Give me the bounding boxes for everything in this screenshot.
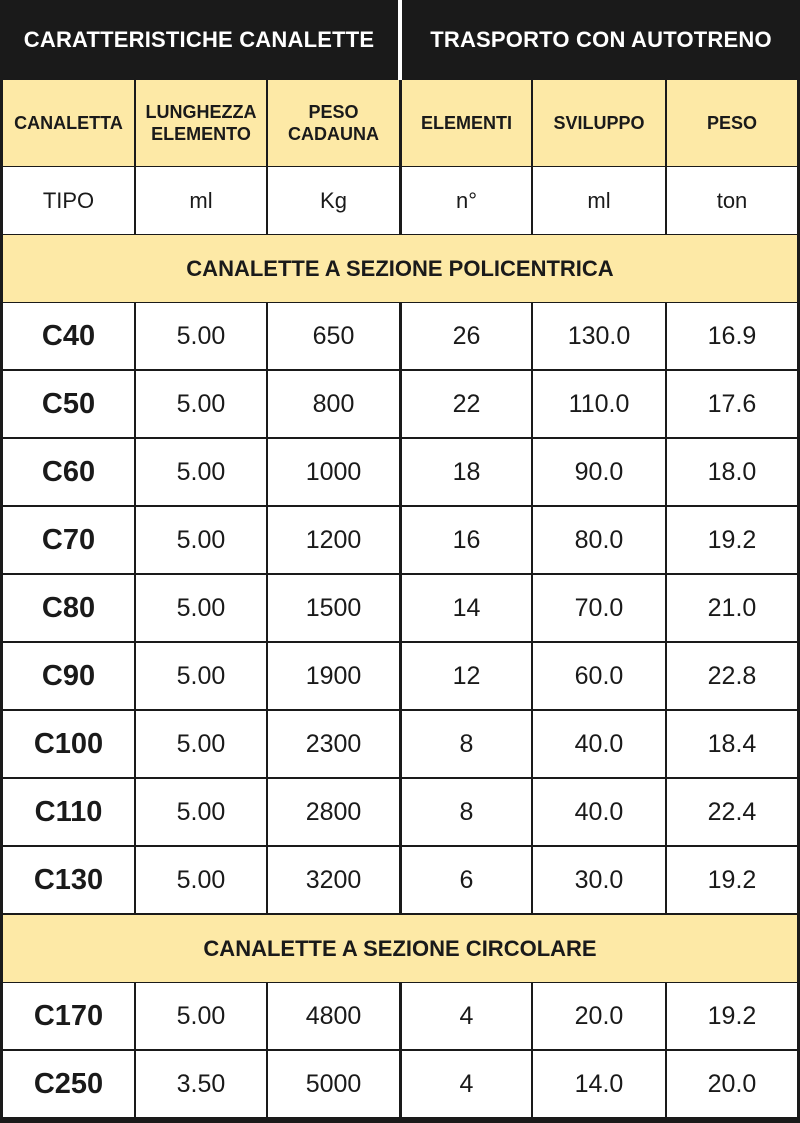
column-header-canaletta	[3, 80, 134, 166]
table-row	[0, 1051, 800, 1117]
cell-canaletta: C90	[3, 643, 134, 709]
cell-elementi: 12	[402, 643, 531, 709]
cell-elementi: 4	[402, 1051, 531, 1117]
column-header-peso-cadauna	[268, 80, 399, 166]
cell-canaletta: C170	[3, 983, 134, 1049]
table-row	[0, 303, 800, 369]
cell-peso: 19.2	[667, 507, 797, 573]
cell-elementi: 14	[402, 575, 531, 641]
group-title-characteristics: CARATTERISTICHE CANALETTE	[23, 27, 375, 52]
cell-sviluppo: 110.0	[533, 371, 665, 437]
column-header-label: ELEMENTI	[420, 113, 512, 133]
cell-canaletta: C250	[3, 1051, 134, 1117]
cell-sviluppo: 40.0	[533, 711, 665, 777]
cell-canaletta: C60	[3, 439, 134, 505]
cell-peso-cadauna: 650	[268, 303, 399, 369]
cell-peso: 18.4	[667, 711, 797, 777]
group-title-transport: TRASPORTO CON AUTOTRENO	[430, 27, 772, 52]
column-header-label: CADAUNA	[288, 124, 379, 144]
cell-lunghezza: 5.00	[136, 643, 266, 709]
cell-lunghezza: 5.00	[136, 575, 266, 641]
column-header-label: SVILUPPO	[553, 113, 645, 133]
cell-peso-cadauna: 2800	[268, 779, 399, 845]
table-row	[0, 439, 800, 505]
cell-sviluppo: 130.0	[533, 303, 665, 369]
cell-sviluppo: 20.0	[533, 983, 665, 1049]
unit-cell: ml	[533, 167, 665, 234]
section-title-circolare: CANALETTE A SEZIONE CIRCOLARE	[3, 915, 797, 982]
cell-peso-cadauna: 4800	[268, 983, 399, 1049]
cell-sviluppo: 60.0	[533, 643, 665, 709]
cell-peso-cadauna: 2300	[268, 711, 399, 777]
cell-sviluppo: 40.0	[533, 779, 665, 845]
cell-peso: 20.0	[667, 1051, 797, 1117]
section-title-policentrica: CANALETTE A SEZIONE POLICENTRICA	[3, 235, 797, 302]
unit-cell: Kg	[268, 167, 399, 234]
cell-lunghezza: 5.00	[136, 983, 266, 1049]
cell-peso: 22.8	[667, 643, 797, 709]
unit-cell: ml	[136, 167, 266, 234]
column-header-label: ELEMENTO	[151, 124, 251, 144]
cell-elementi: 22	[402, 371, 531, 437]
cell-lunghezza: 5.00	[136, 371, 266, 437]
cell-canaletta: C70	[3, 507, 134, 573]
table-row	[0, 983, 800, 1049]
table-row	[0, 711, 800, 777]
cell-canaletta: C110	[3, 779, 134, 845]
cell-peso-cadauna: 1500	[268, 575, 399, 641]
cell-lunghezza: 5.00	[136, 847, 266, 913]
cell-peso-cadauna: 1000	[268, 439, 399, 505]
unit-row	[0, 167, 800, 234]
cell-elementi: 6	[402, 847, 531, 913]
cell-elementi: 18	[402, 439, 531, 505]
cell-canaletta: C130	[3, 847, 134, 913]
column-header-lunghezza	[136, 80, 266, 166]
cell-elementi: 26	[402, 303, 531, 369]
cell-elementi: 4	[402, 983, 531, 1049]
cell-peso: 16.9	[667, 303, 797, 369]
cell-peso-cadauna: 1200	[268, 507, 399, 573]
column-header-label: CANALETTA	[14, 113, 123, 133]
column-header-label: PESO	[706, 113, 758, 133]
table-row	[0, 847, 800, 913]
cell-peso-cadauna: 3200	[268, 847, 399, 913]
cell-peso-cadauna: 800	[268, 371, 399, 437]
cell-peso: 18.0	[667, 439, 797, 505]
cell-lunghezza: 5.00	[136, 711, 266, 777]
column-header-row	[0, 80, 800, 166]
cell-elementi: 8	[402, 779, 531, 845]
table-row	[0, 575, 800, 641]
column-header-elementi	[402, 80, 531, 166]
unit-cell: ton	[667, 167, 797, 234]
cell-lunghezza: 5.00	[136, 303, 266, 369]
unit-cell: TIPO	[3, 167, 134, 234]
table-row	[0, 779, 800, 845]
column-header-label: PESO	[308, 102, 359, 122]
table-row	[0, 507, 800, 573]
table-row	[0, 371, 800, 437]
cell-peso: 22.4	[667, 779, 797, 845]
column-header-label: LUNGHEZZA	[145, 102, 257, 122]
cell-peso: 17.6	[667, 371, 797, 437]
cell-elementi: 8	[402, 711, 531, 777]
cell-sviluppo: 90.0	[533, 439, 665, 505]
cell-lunghezza: 5.00	[136, 439, 266, 505]
cell-canaletta: C40	[3, 303, 134, 369]
cell-sviluppo: 80.0	[533, 507, 665, 573]
cell-peso: 19.2	[667, 983, 797, 1049]
cell-elementi: 16	[402, 507, 531, 573]
cell-peso: 21.0	[667, 575, 797, 641]
cell-peso: 19.2	[667, 847, 797, 913]
cell-lunghezza: 5.00	[136, 779, 266, 845]
unit-cell: n°	[402, 167, 531, 234]
cell-canaletta: C80	[3, 575, 134, 641]
table-row	[0, 643, 800, 709]
cell-sviluppo: 14.0	[533, 1051, 665, 1117]
cell-lunghezza: 3.50	[136, 1051, 266, 1117]
column-header-peso	[667, 80, 797, 166]
cell-peso-cadauna: 1900	[268, 643, 399, 709]
cell-sviluppo: 70.0	[533, 575, 665, 641]
cell-sviluppo: 30.0	[533, 847, 665, 913]
cell-lunghezza: 5.00	[136, 507, 266, 573]
table-group-header	[0, 0, 800, 80]
cell-canaletta: C100	[3, 711, 134, 777]
cell-peso-cadauna: 5000	[268, 1051, 399, 1117]
cell-canaletta: C50	[3, 371, 134, 437]
column-header-sviluppo	[533, 80, 665, 166]
